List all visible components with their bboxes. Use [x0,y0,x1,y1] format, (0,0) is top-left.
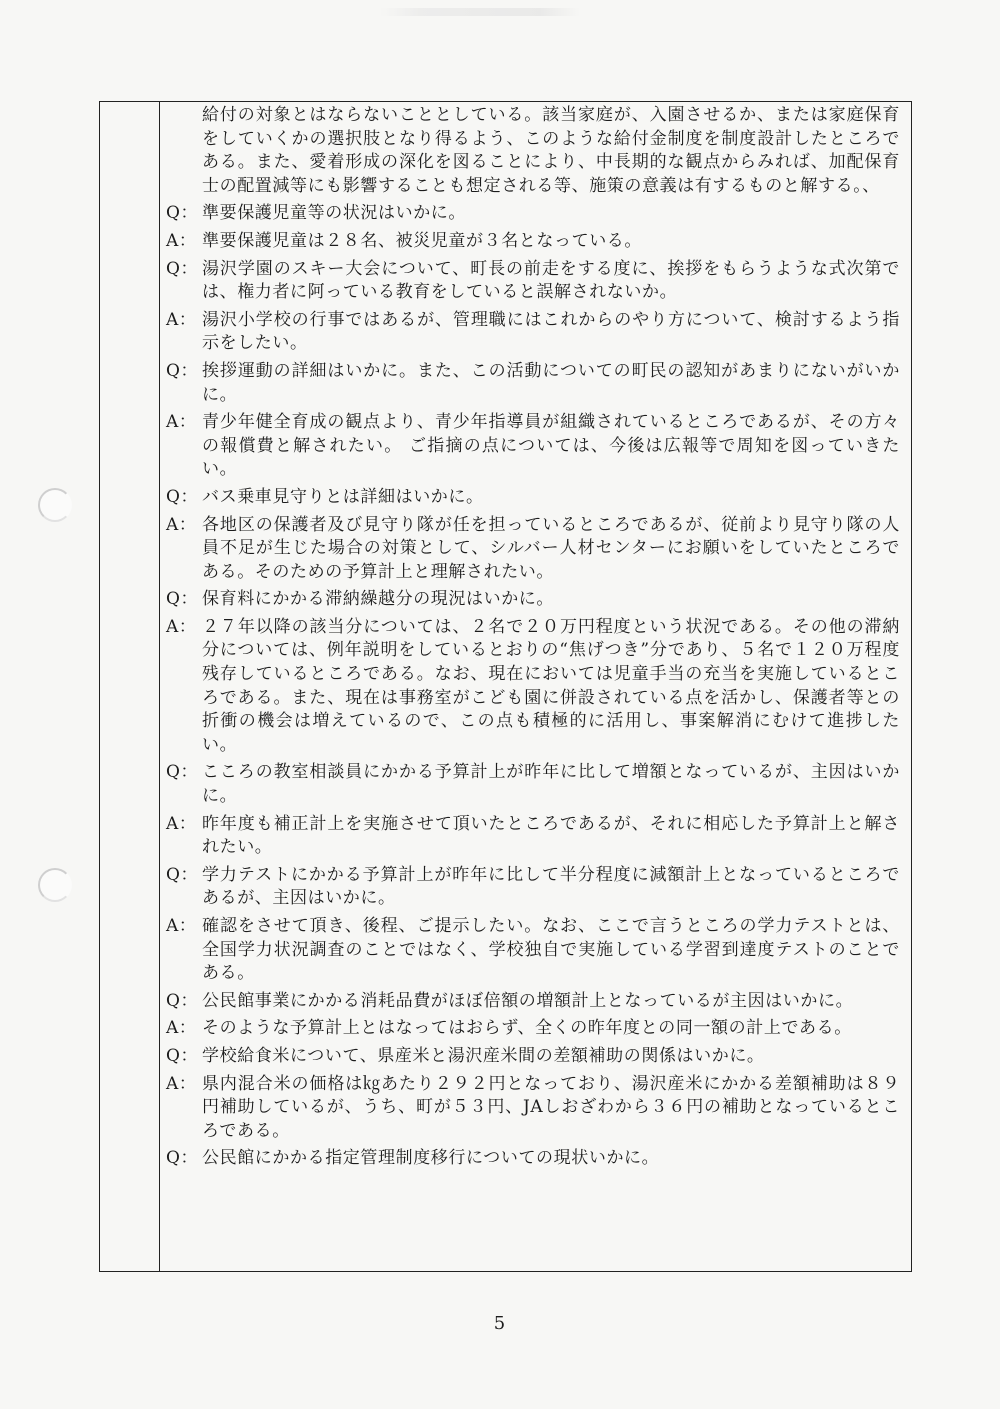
qa-marker: A： [166,1073,197,1094]
qa-text: 昨年度も補正計上を実施させて頂いたところであるが、それに相応した予算計上と解されたい。 [202,813,900,858]
qa-text: 学校給食米について、県産米と湯沢産米間の差額補助の関係はいかに。 [202,1045,765,1066]
qa-text: 確認をさせて頂き、後程、ご提示したい。なお、ここで言うところの学力テストとは、全国学力状況調査のことではなく、学校独自で実施している学習到達度テストのことである。 [202,916,900,984]
qa-marker: Q： [166,486,199,507]
qa-text: ２７年以降の該当分については、２名で２０万円程度という状況である。その他の滞納分については、例年説明をしているとおりの“焦げつき”分であり、５名で１２０万程度残存しているところである。なお、現在においては児童手当の充当を実施しているところである。また、現在は事務室がこども園に併設されている点を活かし、保護者等との折衝の機会は増えているので、この点も積極的に活用し、事案解消にむけて進捗したい。 [202,616,900,755]
qa-entry [166,761,900,808]
qa-entry [166,514,900,585]
qa-text: 県内混合米の価格は㎏あたり２９２円となっており、湯沢産米にかかる差額補助は８９円補助しているが、うち、町が５３円、JAしおざわから３６円の補助となっているところである。 [202,1073,900,1141]
qa-entry [166,230,900,254]
qa-text: 各地区の保護者及び見守り隊が任を担っているところであるが、従前より見守り隊の人員不足が生じた場合の対策として、シルバー人材センターにお願いをしていたところである。そのための予算計上と理解されたい。 [202,514,900,582]
minutes-table [99,101,912,1272]
qa-text: バス乗車見守りとは詳細はいかに。 [202,486,484,507]
qa-entry [166,258,900,305]
qa-text: 公民館にかかる指定管理制度移行についての現状いかに。 [202,1148,660,1169]
qa-entry [166,588,900,612]
qa-text: 湯沢学園のスキー大会について、町長の前走をする度に、挨拶をもらうような式次第では、権力者に阿っている教育をしていると誤解されないか。 [202,258,900,303]
qa-entry [166,411,900,482]
qa-text: 準要保護児童等の状況はいかに。 [202,203,466,224]
qa-marker: A： [166,616,197,637]
qa-marker: Q： [166,360,199,381]
qa-text: 学力テストにかかる予算計上が昨年に比して半分程度に減額計上となっているところであるが、主因はいかに。 [202,864,900,909]
qa-text: 公民館事業にかかる消耗品費がほぼ倍額の増額計上となっているが主因はいかに。 [202,990,854,1011]
qa-text: 青少年健全育成の観点より、青少年指導員が組織されているところであるが、その方々の報償費と解されたい。 ご指摘の点については、今後は広報等で周知を図っていきたい。 [202,412,900,480]
qa-entry [166,1147,900,1171]
qa-marker: A： [166,514,197,535]
qa-marker: Q： [166,203,199,224]
qa-text: 準要保護児童は２８名、被災児童が３名となっている。 [202,230,642,251]
qa-entry [166,360,900,407]
qa-marker: Q： [166,1045,199,1066]
qa-marker: Q： [166,589,199,610]
qa-marker: Q： [166,762,199,783]
qa-marker: A： [166,1018,197,1039]
qa-entry [166,616,900,758]
column-divider [159,102,160,1271]
punch-hole-bottom [38,868,72,902]
qa-marker: Q： [166,864,199,885]
qa-marker: A： [166,230,197,251]
qa-text: そのような予算計上とはなってはおらず、全くの昨年度との同一額の計上である。 [202,1018,852,1039]
qa-marker: Q： [166,258,199,279]
continuation-paragraph: 給付の対象とはならないこととしている。該当家庭が、入園させるか、または家庭保育をしていくかの選択肢となり得るよう、このような給付金制度を制度設計したところである。また、愛着形成の深化を図ることにより、中長期的な観点からみれば、加配保育士の配置減等にも影響することも想定される等、施策の意義は有するものと解する。、 [202,105,900,196]
qa-marker: A： [166,412,197,433]
qa-marker: Q： [166,990,199,1011]
qa-marker: A： [166,309,197,330]
qa-entry [166,813,900,860]
qa-entry [166,309,900,356]
minutes-content [166,104,900,1171]
qa-marker: A： [166,916,197,936]
qa-entry [166,1073,900,1144]
qa-text: 保育料にかかる滞納繰越分の現況はいかに。 [202,589,554,610]
qa-text: こころの教室相談員にかかる予算計上が昨年に比して増額となっているが、主因はいかに。 [202,762,900,807]
qa-marker: Q： [166,1148,199,1169]
punch-hole-top [38,488,72,522]
qa-entry [166,202,900,226]
show-through-mark [380,8,580,16]
qa-entry [166,1017,900,1041]
qa-entry [166,990,900,1014]
qa-entry [166,915,900,986]
qa-text: 湯沢小学校の行事ではあるが、管理職にはこれからのやり方について、検討するよう指示をしたい。 [202,309,900,354]
qa-entry [166,864,900,911]
qa-entry [166,486,900,510]
qa-entry [166,1045,900,1069]
qa-text: 挨拶運動の詳細はいかに。また、この活動についての町民の認知があまりにないがいかに。 [202,360,900,405]
page-number: 5 [493,1313,507,1334]
qa-marker: A： [166,813,197,834]
